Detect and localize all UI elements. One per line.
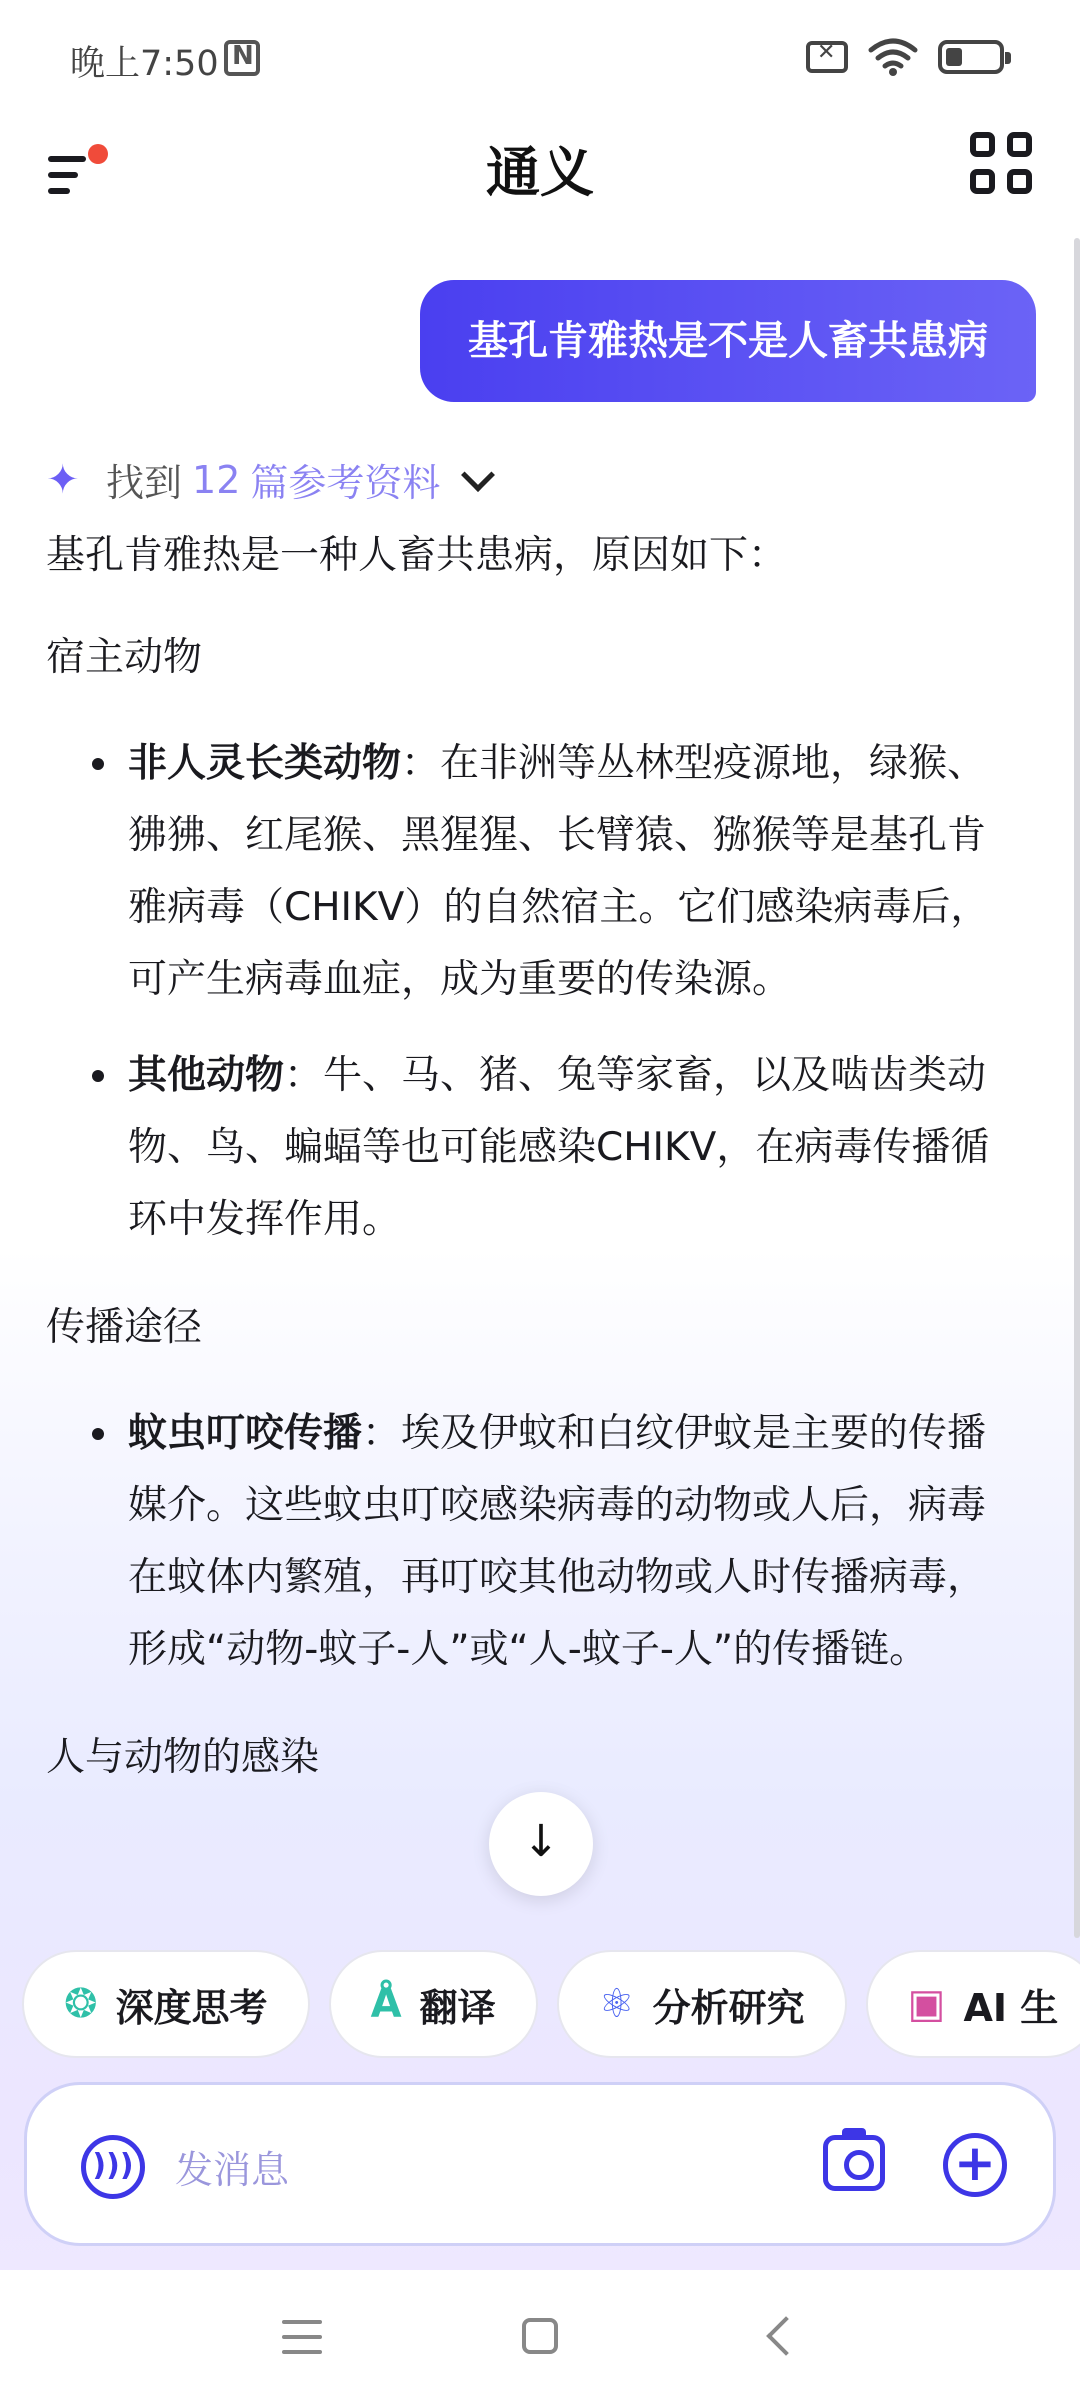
feature-chips xyxy=(22,1950,1080,2060)
list-item xyxy=(128,728,1006,1016)
scrollbar[interactable] xyxy=(1074,238,1080,1938)
chip-translate[interactable] xyxy=(329,1950,538,2058)
section-title-hosts: 宿主动物 xyxy=(46,635,203,680)
assistant-answer xyxy=(46,520,1006,1828)
chevron-down-icon[interactable] xyxy=(461,458,495,492)
page-title: 通义 xyxy=(486,141,594,204)
chip-label: 分析研究 xyxy=(652,1985,805,2030)
app-header xyxy=(0,118,1080,248)
list-item xyxy=(128,1040,1006,1256)
bullet-text: ：牛、马、猪、兔等家畜，以及啮齿类动物、鸟、蝙蝠等也可能感染CHIKV，在病毒传播循环中发挥作用。 xyxy=(128,1053,990,1242)
section-title-infection: 人与动物的感染 xyxy=(46,1735,320,1780)
apps-grid-icon[interactable] xyxy=(970,132,1032,194)
bullet-text: ：埃及伊蚊和白纹伊蚊是主要的传播媒介。这些蚊虫叮咬感染病毒的动物或人后，病毒在蚊体内繁殖，再叮咬其他动物或人时传播病毒，形成“动物-蚊子-人”或“人-蚊子-人”的传播链。 xyxy=(128,1411,987,1672)
home-icon[interactable] xyxy=(522,2318,558,2354)
plus-icon[interactable]: + xyxy=(943,2133,1007,2197)
arrow-down-icon: ↓ xyxy=(522,1816,560,1867)
sparkle-icon: ✦ xyxy=(46,456,80,503)
user-message-bubble: 基孔肯雅热是不是人畜共患病 xyxy=(420,280,1036,402)
image-icon: ▣ xyxy=(907,1981,946,2027)
chip-deep-think[interactable] xyxy=(22,1950,310,2058)
battery-icon xyxy=(938,40,1004,74)
chip-label: AI 生 xyxy=(963,1985,1059,2030)
bullet-text: ：在非洲等丛林型疫源地，绿猴、狒狒、红尾猴、黑猩猩、长臂猿、猕猴等是基孔肯雅病毒（CHIKV）的自然宿主。它们感染病毒后，可产生病毒血症，成为重要的传染源。 xyxy=(128,741,990,1002)
references-prefix: 找到 xyxy=(106,461,183,505)
status-icons xyxy=(806,38,1004,76)
camera-icon[interactable] xyxy=(823,2135,885,2191)
message-input[interactable]: 发消息 xyxy=(175,2148,290,2192)
translate-icon: Å xyxy=(370,1981,402,2027)
list-item xyxy=(128,1398,1006,1686)
host-list xyxy=(46,728,1006,1256)
nfc-icon xyxy=(224,40,260,76)
references-label: 篇参考资料 xyxy=(250,461,441,505)
references-toggle[interactable] xyxy=(46,452,490,507)
recent-apps-icon[interactable] xyxy=(282,2320,322,2354)
chip-label: 深度思考 xyxy=(115,1985,268,2030)
references-count: 12 xyxy=(192,457,241,502)
bullet-term: 非人灵长类动物 xyxy=(128,741,402,786)
status-bar xyxy=(0,0,1080,118)
scroll-to-bottom-button[interactable] xyxy=(489,1792,593,1896)
transmission-list xyxy=(46,1398,1006,1686)
deep-think-icon: ❂ xyxy=(64,1981,98,2027)
voice-icon[interactable]: ))) xyxy=(81,2135,145,2199)
chip-ai-image[interactable] xyxy=(866,1950,1080,2058)
wifi-icon xyxy=(868,38,918,76)
bullet-term: 蚊虫叮咬传播 xyxy=(128,1411,363,1456)
message-input-box xyxy=(24,2082,1056,2246)
bullet-term: 其他动物 xyxy=(128,1053,285,1098)
system-nav-bar xyxy=(0,2270,1080,2400)
section-title-transmission: 传播途径 xyxy=(46,1305,203,1350)
no-sim-icon xyxy=(806,41,848,73)
analyze-icon: ⚛ xyxy=(598,1981,635,2027)
answer-intro: 基孔肯雅热是一种人畜共患病，原因如下： xyxy=(46,533,788,578)
chip-label: 翻译 xyxy=(419,1985,496,2030)
status-time: 晚上7:50 xyxy=(70,44,219,84)
back-icon[interactable] xyxy=(766,2316,806,2356)
chip-analyze[interactable] xyxy=(557,1950,847,2058)
